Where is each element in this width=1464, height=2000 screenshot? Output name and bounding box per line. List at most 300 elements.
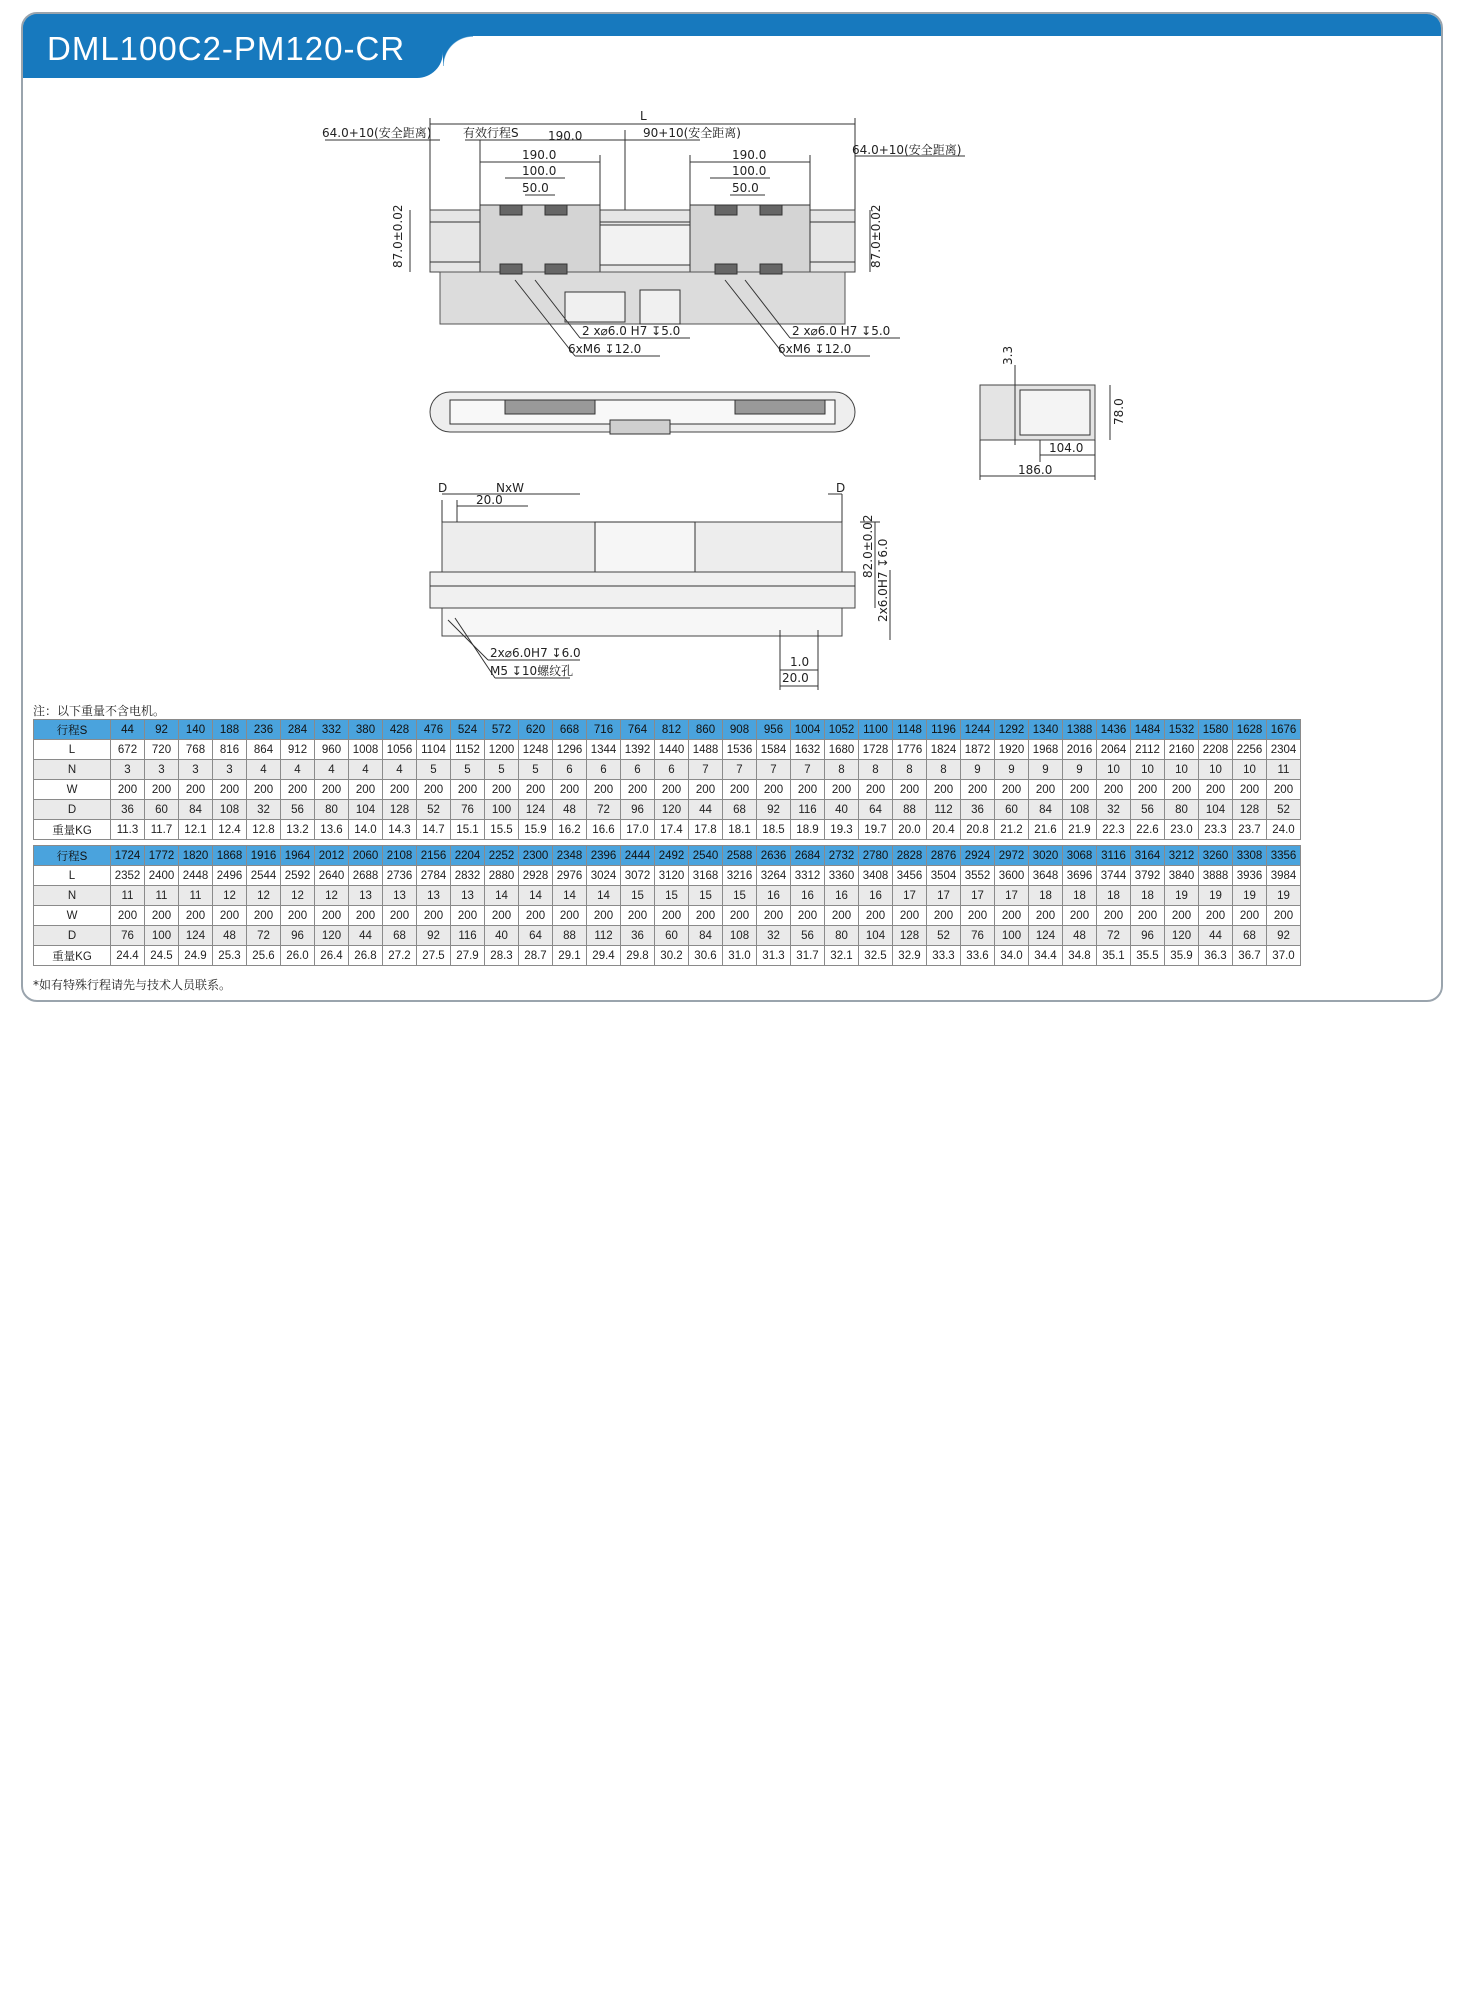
table-cell: 13 bbox=[417, 886, 451, 906]
table-cell: 84 bbox=[689, 926, 723, 946]
table-cell: 76 bbox=[961, 926, 995, 946]
table-cell: 1440 bbox=[655, 740, 689, 760]
table-cell: 572 bbox=[485, 720, 519, 740]
table-cell: 2352 bbox=[111, 866, 145, 886]
table-cell: 3840 bbox=[1165, 866, 1199, 886]
table-cell: 200 bbox=[1165, 906, 1199, 926]
table-cell: 2448 bbox=[179, 866, 213, 886]
table-cell: 96 bbox=[1131, 926, 1165, 946]
table-cell: 8 bbox=[927, 760, 961, 780]
callout-pin-left: 2 x⌀6.0 H7 ↧5.0 bbox=[582, 324, 681, 338]
table-cell: 200 bbox=[1199, 780, 1233, 800]
table-cell: 28.7 bbox=[519, 946, 553, 966]
table-cell: 15 bbox=[621, 886, 655, 906]
table-cell: 24.5 bbox=[145, 946, 179, 966]
table-cell: 12.1 bbox=[179, 820, 213, 840]
table-cell: 2396 bbox=[587, 846, 621, 866]
dim-left-safe: 64.0+10(安全距离) bbox=[322, 126, 432, 140]
table-cell: 1872 bbox=[961, 740, 995, 760]
table-cell: 17.8 bbox=[689, 820, 723, 840]
table-cell: 3600 bbox=[995, 866, 1029, 886]
table-cell: 52 bbox=[1267, 800, 1301, 820]
table-cell: 26.4 bbox=[315, 946, 349, 966]
table-cell: 36 bbox=[621, 926, 655, 946]
table-cell: 68 bbox=[723, 800, 757, 820]
dim-20-bottom: 20.0 bbox=[782, 671, 809, 685]
table-cell: 2880 bbox=[485, 866, 519, 886]
table-cell: 1388 bbox=[1063, 720, 1097, 740]
callout-bottom-pin: 2x⌀6.0H7 ↧6.0 bbox=[490, 646, 581, 660]
table-cell: 32.1 bbox=[825, 946, 859, 966]
table-cell: 3792 bbox=[1131, 866, 1165, 886]
table-cell: 2256 bbox=[1233, 740, 1267, 760]
table-cell: 1484 bbox=[1131, 720, 1165, 740]
table-cell: 1680 bbox=[825, 740, 859, 760]
table-cell: 2492 bbox=[655, 846, 689, 866]
table-cell: 1104 bbox=[417, 740, 451, 760]
table-cell: 104 bbox=[859, 926, 893, 946]
table-cell: 1584 bbox=[757, 740, 791, 760]
table-cell: 200 bbox=[1131, 780, 1165, 800]
table-cell: 16 bbox=[859, 886, 893, 906]
table-cell: 56 bbox=[281, 800, 315, 820]
table-cell: 1292 bbox=[995, 720, 1029, 740]
dim-side-186: 186.0 bbox=[1018, 463, 1053, 477]
table-cell: 3216 bbox=[723, 866, 757, 886]
table-cell: 236 bbox=[247, 720, 281, 740]
table-cell: 956 bbox=[757, 720, 791, 740]
table-cell: 2208 bbox=[1199, 740, 1233, 760]
table-row bbox=[34, 866, 1301, 886]
table-cell: 200 bbox=[1097, 906, 1131, 926]
table-cell: 13 bbox=[383, 886, 417, 906]
table-row bbox=[34, 906, 1301, 926]
table-cell: 37.0 bbox=[1267, 946, 1301, 966]
table-cell: 200 bbox=[349, 780, 383, 800]
dim-side-104: 104.0 bbox=[1049, 441, 1084, 455]
table-cell: 27.2 bbox=[383, 946, 417, 966]
table-cell: 2636 bbox=[757, 846, 791, 866]
table-cell: 200 bbox=[145, 906, 179, 926]
table-cell: 120 bbox=[655, 800, 689, 820]
page-title: DML100C2-PM120-CR bbox=[47, 30, 406, 67]
table-cell: 14 bbox=[485, 886, 519, 906]
table-cell: 864 bbox=[247, 740, 281, 760]
technical-drawing bbox=[0, 0, 1464, 700]
table-cell: 200 bbox=[519, 780, 553, 800]
table-cell: 200 bbox=[689, 780, 723, 800]
table-cell: 76 bbox=[111, 926, 145, 946]
table-cell: 120 bbox=[315, 926, 349, 946]
table-cell: 3308 bbox=[1233, 846, 1267, 866]
table-cell: 5 bbox=[485, 760, 519, 780]
table-cell: 9 bbox=[995, 760, 1029, 780]
table-cell: 200 bbox=[179, 780, 213, 800]
table-cell: 7 bbox=[757, 760, 791, 780]
table-cell: 620 bbox=[519, 720, 553, 740]
table-cell: 17 bbox=[927, 886, 961, 906]
table-cell: 3360 bbox=[825, 866, 859, 886]
dim-190-c: 190.0 bbox=[732, 148, 767, 162]
table-cell: 108 bbox=[723, 926, 757, 946]
table-cell: 12 bbox=[315, 886, 349, 906]
table-cell: 2304 bbox=[1267, 740, 1301, 760]
spec-table-1 bbox=[33, 719, 1301, 840]
table-cell: 2156 bbox=[417, 846, 451, 866]
table-cell: 9 bbox=[961, 760, 995, 780]
table-cell: 68 bbox=[1233, 926, 1267, 946]
table-cell: 19 bbox=[1199, 886, 1233, 906]
table-cell: 32.5 bbox=[859, 946, 893, 966]
table-cell: 1244 bbox=[961, 720, 995, 740]
row-label: N bbox=[34, 886, 111, 906]
table-cell: 1628 bbox=[1233, 720, 1267, 740]
table-cell: 14 bbox=[587, 886, 621, 906]
table-cell: 10 bbox=[1131, 760, 1165, 780]
table-cell: 31.7 bbox=[791, 946, 825, 966]
table-cell: 2688 bbox=[349, 866, 383, 886]
table-cell: 108 bbox=[213, 800, 247, 820]
table-cell: 1772 bbox=[145, 846, 179, 866]
table-cell: 3936 bbox=[1233, 866, 1267, 886]
table-cell: 11.7 bbox=[145, 820, 179, 840]
table-cell: 3072 bbox=[621, 866, 655, 886]
table-cell: 1824 bbox=[927, 740, 961, 760]
table-cell: 23.7 bbox=[1233, 820, 1267, 840]
table-cell: 1008 bbox=[349, 740, 383, 760]
table-cell: 10 bbox=[1199, 760, 1233, 780]
table-cell: 12 bbox=[213, 886, 247, 906]
table-cell: 72 bbox=[247, 926, 281, 946]
table-cell: 64 bbox=[519, 926, 553, 946]
table-cell: 48 bbox=[1063, 926, 1097, 946]
table-cell: 200 bbox=[485, 906, 519, 926]
table-cell: 100 bbox=[995, 926, 1029, 946]
table-cell: 3212 bbox=[1165, 846, 1199, 866]
table-cell: 200 bbox=[111, 906, 145, 926]
table-cell: 35.1 bbox=[1097, 946, 1131, 966]
table-cell: 200 bbox=[723, 906, 757, 926]
row-label: L bbox=[34, 740, 111, 760]
dim-50-b: 50.0 bbox=[732, 181, 759, 195]
table-cell: 200 bbox=[247, 906, 281, 926]
table-cell: 112 bbox=[927, 800, 961, 820]
table-cell: 476 bbox=[417, 720, 451, 740]
table-cell: 2876 bbox=[927, 846, 961, 866]
dim-side-3-3: 3.3 bbox=[1001, 345, 1015, 365]
dim-L: L bbox=[640, 109, 647, 123]
table-cell: 7 bbox=[791, 760, 825, 780]
dim-NxW: NxW bbox=[496, 481, 524, 495]
table-cell: 128 bbox=[893, 926, 927, 946]
table-cell: 200 bbox=[1063, 780, 1097, 800]
table-cell: 44 bbox=[1199, 926, 1233, 946]
table-cell: 15 bbox=[655, 886, 689, 906]
dim-side-78: 78.0 bbox=[1112, 398, 1126, 425]
table-cell: 200 bbox=[247, 780, 281, 800]
table-cell: 40 bbox=[825, 800, 859, 820]
table-cell: 200 bbox=[519, 906, 553, 926]
dim-50-a: 50.0 bbox=[522, 181, 549, 195]
table-row bbox=[34, 740, 1301, 760]
table-cell: 35.9 bbox=[1165, 946, 1199, 966]
table-cell: 200 bbox=[825, 780, 859, 800]
table-cell: 15 bbox=[723, 886, 757, 906]
table-cell: 200 bbox=[451, 780, 485, 800]
table-row bbox=[34, 820, 1301, 840]
table-cell: 200 bbox=[859, 780, 893, 800]
table-cell: 200 bbox=[621, 780, 655, 800]
table-cell: 26.8 bbox=[349, 946, 383, 966]
table-cell: 40 bbox=[485, 926, 519, 946]
table-cell: 200 bbox=[281, 780, 315, 800]
table-cell: 912 bbox=[281, 740, 315, 760]
table-cell: 2496 bbox=[213, 866, 247, 886]
table-cell: 1200 bbox=[485, 740, 519, 760]
row-label: N bbox=[34, 760, 111, 780]
table-cell: 13.6 bbox=[315, 820, 349, 840]
table-cell: 200 bbox=[893, 906, 927, 926]
table-cell: 92 bbox=[1267, 926, 1301, 946]
table-cell: 20.4 bbox=[927, 820, 961, 840]
table-cell: 21.9 bbox=[1063, 820, 1097, 840]
table-cell: 200 bbox=[1165, 780, 1199, 800]
table-cell: 1100 bbox=[859, 720, 893, 740]
table-cell: 10 bbox=[1097, 760, 1131, 780]
table-cell: 1196 bbox=[927, 720, 961, 740]
table-cell: 100 bbox=[145, 926, 179, 946]
table-cell: 200 bbox=[587, 780, 621, 800]
table-cell: 200 bbox=[179, 906, 213, 926]
table-cell: 2592 bbox=[281, 866, 315, 886]
table-cell: 116 bbox=[791, 800, 825, 820]
table-cell: 200 bbox=[1267, 780, 1301, 800]
table-cell: 1776 bbox=[893, 740, 927, 760]
table-cell: 108 bbox=[1063, 800, 1097, 820]
table-cell: 2060 bbox=[349, 846, 383, 866]
table-cell: 4 bbox=[383, 760, 417, 780]
table-cell: 2540 bbox=[689, 846, 723, 866]
table-cell: 1052 bbox=[825, 720, 859, 740]
table-cell: 12.4 bbox=[213, 820, 247, 840]
table-cell: 2924 bbox=[961, 846, 995, 866]
table-cell: 860 bbox=[689, 720, 723, 740]
table-cell: 4 bbox=[247, 760, 281, 780]
table-cell: 3648 bbox=[1029, 866, 1063, 886]
table-cell: 200 bbox=[791, 780, 825, 800]
table-cell: 200 bbox=[417, 780, 451, 800]
callout-bottom-screw: M5 ↧10螺纹孔 bbox=[490, 664, 574, 678]
table-cell: 200 bbox=[825, 906, 859, 926]
table-cell: 1724 bbox=[111, 846, 145, 866]
table-cell: 29.8 bbox=[621, 946, 655, 966]
table-cell: 2928 bbox=[519, 866, 553, 886]
table-cell: 34.8 bbox=[1063, 946, 1097, 966]
table-cell: 13 bbox=[451, 886, 485, 906]
table-cell: 44 bbox=[689, 800, 723, 820]
table-cell: 200 bbox=[757, 906, 791, 926]
table-cell: 12 bbox=[281, 886, 315, 906]
table-cell: 25.3 bbox=[213, 946, 247, 966]
dim-87-left: 87.0±0.02 bbox=[391, 204, 405, 268]
table-cell: 2640 bbox=[315, 866, 349, 886]
table-cell: 200 bbox=[349, 906, 383, 926]
table-cell: 200 bbox=[1063, 906, 1097, 926]
table-cell: 17 bbox=[893, 886, 927, 906]
table-cell: 9 bbox=[1063, 760, 1097, 780]
table-cell: 2204 bbox=[451, 846, 485, 866]
table-cell: 1056 bbox=[383, 740, 417, 760]
table-cell: 11 bbox=[111, 886, 145, 906]
table-cell: 35.5 bbox=[1131, 946, 1165, 966]
table-cell: 23.3 bbox=[1199, 820, 1233, 840]
table-cell: 22.3 bbox=[1097, 820, 1131, 840]
table-cell: 30.2 bbox=[655, 946, 689, 966]
table-cell: 14 bbox=[553, 886, 587, 906]
table-cell: 1964 bbox=[281, 846, 315, 866]
table-cell: 19.7 bbox=[859, 820, 893, 840]
table-row bbox=[34, 800, 1301, 820]
table-cell: 4 bbox=[349, 760, 383, 780]
row-label: D bbox=[34, 800, 111, 820]
callout-screw-left: 6xM6 ↧12.0 bbox=[568, 342, 642, 356]
table-cell: 3164 bbox=[1131, 846, 1165, 866]
table-cell: 1632 bbox=[791, 740, 825, 760]
table-cell: 200 bbox=[791, 906, 825, 926]
table-cell: 112 bbox=[587, 926, 621, 946]
table-cell: 31.3 bbox=[757, 946, 791, 966]
table-cell: 24.9 bbox=[179, 946, 213, 966]
table-cell: 4 bbox=[281, 760, 315, 780]
table-cell: 96 bbox=[621, 800, 655, 820]
table-cell: 200 bbox=[689, 906, 723, 926]
table-cell: 2064 bbox=[1097, 740, 1131, 760]
table-cell: 30.6 bbox=[689, 946, 723, 966]
table-cell: 200 bbox=[961, 906, 995, 926]
table-cell: 3408 bbox=[859, 866, 893, 886]
table-cell: 92 bbox=[757, 800, 791, 820]
table-cell: 2976 bbox=[553, 866, 587, 886]
table-cell: 84 bbox=[179, 800, 213, 820]
table-cell: 23.0 bbox=[1165, 820, 1199, 840]
table-cell: 128 bbox=[1233, 800, 1267, 820]
table-cell: 92 bbox=[417, 926, 451, 946]
table-cell: 200 bbox=[1199, 906, 1233, 926]
table-cell: 13.2 bbox=[281, 820, 315, 840]
table-cell: 20.0 bbox=[893, 820, 927, 840]
table-cell: 7 bbox=[723, 760, 757, 780]
table-cell: 200 bbox=[111, 780, 145, 800]
table-cell: 17 bbox=[961, 886, 995, 906]
table-cell: 21.2 bbox=[995, 820, 1029, 840]
table-cell: 92 bbox=[145, 720, 179, 740]
table-cell: 32 bbox=[757, 926, 791, 946]
table-cell: 1344 bbox=[587, 740, 621, 760]
table-cell: 128 bbox=[383, 800, 417, 820]
callout-pin-right: 2 x⌀6.0 H7 ↧5.0 bbox=[792, 324, 891, 338]
table-cell: 1436 bbox=[1097, 720, 1131, 740]
table-cell: 18.9 bbox=[791, 820, 825, 840]
table-cell: 29.4 bbox=[587, 946, 621, 966]
dim-190-a: 190.0 bbox=[548, 129, 583, 143]
table-cell: 52 bbox=[927, 926, 961, 946]
dim-100-a: 100.0 bbox=[522, 164, 557, 178]
table-cell: 1728 bbox=[859, 740, 893, 760]
table-cell: 2112 bbox=[1131, 740, 1165, 760]
table-cell: 200 bbox=[485, 780, 519, 800]
table-cell: 7 bbox=[689, 760, 723, 780]
table-cell: 1920 bbox=[995, 740, 1029, 760]
table-cell: 3024 bbox=[587, 866, 621, 886]
table-cell: 36.3 bbox=[1199, 946, 1233, 966]
table-cell: 1968 bbox=[1029, 740, 1063, 760]
table-cell: 14.3 bbox=[383, 820, 417, 840]
dim-1: 1.0 bbox=[790, 655, 810, 669]
dim-mid-safe: 90+10(安全距离) bbox=[643, 126, 741, 140]
table-cell: 4 bbox=[315, 760, 349, 780]
table-cell: 8 bbox=[859, 760, 893, 780]
table-cell: 3456 bbox=[893, 866, 927, 886]
table-cell: 27.9 bbox=[451, 946, 485, 966]
table-cell: 200 bbox=[1097, 780, 1131, 800]
table-cell: 2300 bbox=[519, 846, 553, 866]
table-cell: 2784 bbox=[417, 866, 451, 886]
table-cell: 2588 bbox=[723, 846, 757, 866]
table-cell: 3984 bbox=[1267, 866, 1301, 886]
table-cell: 36 bbox=[111, 800, 145, 820]
table-cell: 14.0 bbox=[349, 820, 383, 840]
table-cell: 18 bbox=[1097, 886, 1131, 906]
table-cell: 5 bbox=[519, 760, 553, 780]
dim-82: 82.0±0.02 bbox=[861, 514, 875, 578]
table-cell: 200 bbox=[621, 906, 655, 926]
row-label: L bbox=[34, 866, 111, 886]
table-cell: 3168 bbox=[689, 866, 723, 886]
table-cell: 33.6 bbox=[961, 946, 995, 966]
table-row bbox=[34, 760, 1301, 780]
table-cell: 1676 bbox=[1267, 720, 1301, 740]
table-cell: 3312 bbox=[791, 866, 825, 886]
table-cell: 3552 bbox=[961, 866, 995, 886]
table-cell: 5 bbox=[417, 760, 451, 780]
table-cell: 36 bbox=[961, 800, 995, 820]
table-cell: 200 bbox=[995, 780, 1029, 800]
table-cell: 13 bbox=[349, 886, 383, 906]
table-cell: 200 bbox=[1131, 906, 1165, 926]
table-cell: 15 bbox=[689, 886, 723, 906]
table-cell: 1296 bbox=[553, 740, 587, 760]
table-cell: 120 bbox=[1165, 926, 1199, 946]
table-cell: 3068 bbox=[1063, 846, 1097, 866]
table-cell: 6 bbox=[587, 760, 621, 780]
dim-right-safe: 64.0+10(安全距离) bbox=[852, 143, 962, 157]
table-cell: 200 bbox=[383, 906, 417, 926]
table-cell: 44 bbox=[111, 720, 145, 740]
table-cell: 1004 bbox=[791, 720, 825, 740]
table-cell: 200 bbox=[553, 780, 587, 800]
table-cell: 3 bbox=[111, 760, 145, 780]
table-cell: 72 bbox=[587, 800, 621, 820]
table-cell: 100 bbox=[485, 800, 519, 820]
table-cell: 284 bbox=[281, 720, 315, 740]
table-cell: 24.4 bbox=[111, 946, 145, 966]
callout-pin-vertical: 2x6.0H7 ↧6.0 bbox=[876, 538, 890, 622]
table-cell: 60 bbox=[655, 926, 689, 946]
table-cell: 3504 bbox=[927, 866, 961, 886]
table-cell: 200 bbox=[927, 906, 961, 926]
table-cell: 19 bbox=[1165, 886, 1199, 906]
table-cell: 200 bbox=[213, 906, 247, 926]
